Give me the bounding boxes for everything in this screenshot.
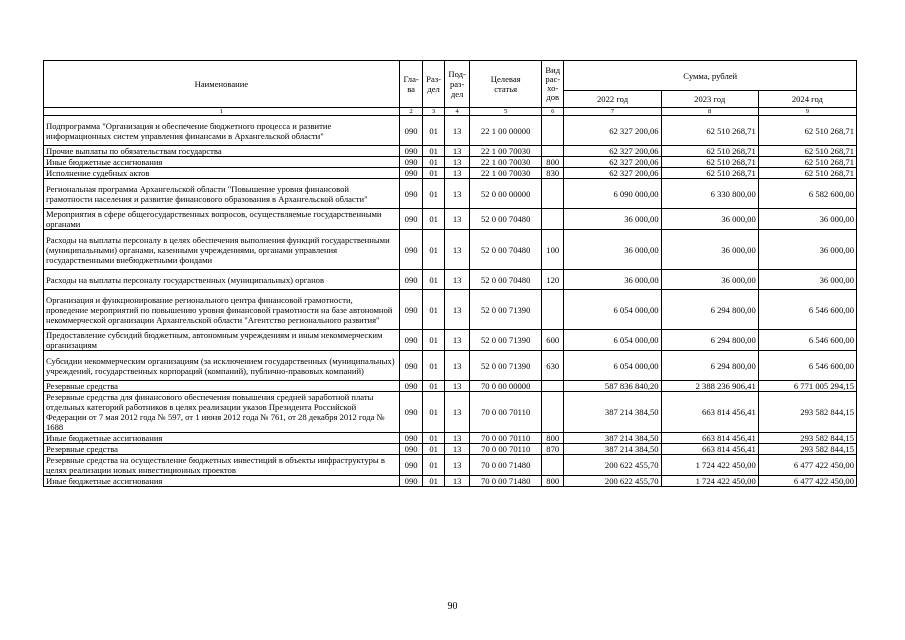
table-row — [44, 179, 857, 209]
row-vid-cell — [541, 179, 563, 209]
row-razdel-cell: 01 — [423, 146, 444, 157]
row-podrazdel-cell: 13 — [444, 381, 470, 392]
row-sum-2024-cell: 293 582 844,15 — [758, 392, 856, 433]
table-row — [44, 146, 857, 157]
row-glava-cell: 090 — [399, 455, 423, 476]
row-sum-2024-cell: 36 000,00 — [758, 209, 856, 230]
row-sum-2022-cell: 62 327 200,06 — [564, 116, 661, 146]
row-name-cell: Субсидии некоммерческим организациям (за исключением государственных (муниципальных) учреждений, государственных корпораций (компаний), публично-правовых компаний) — [44, 351, 400, 381]
row-podrazdel-cell: 13 — [444, 209, 470, 230]
row-podrazdel-cell: 13 — [444, 290, 470, 330]
row-sum-2023-cell: 1 724 422 450,00 — [661, 476, 758, 487]
row-name-cell: Прочие выплаты по обязательствам государства — [44, 146, 400, 157]
row-vid-cell: 800 — [541, 433, 563, 444]
row-name-cell: Предоставление субсидий бюджетным, автономным учреждениям и иным некоммерческим организациям — [44, 330, 400, 351]
row-sum-2022-cell: 387 214 384,50 — [564, 444, 661, 455]
row-sum-2024-cell: 293 582 844,15 — [758, 433, 856, 444]
row-sum-2024-cell: 6 771 005 294,15 — [758, 381, 856, 392]
row-target-cell: 52 0 00 71390 — [470, 351, 542, 381]
table-row — [44, 381, 857, 392]
row-name-cell: Региональная программа Архангельской области "Повышение уровня финансовой грамотности населения и развитие финансового образования в Архангельской области" — [44, 179, 400, 209]
row-sum-2022-cell: 6 054 000,00 — [564, 290, 661, 330]
row-name-cell: Резервные средства — [44, 444, 400, 455]
column-number: 5 — [470, 108, 542, 116]
row-sum-2024-cell: 6 546 600,00 — [758, 330, 856, 351]
table-row — [44, 157, 857, 168]
row-vid-cell: 600 — [541, 330, 563, 351]
row-target-cell: 52 0 00 71390 — [470, 290, 542, 330]
header-year-2024: 2024 год — [758, 91, 856, 108]
row-name-cell: Расходы на выплаты персоналу в целях обеспечения выполнения функций государственными (муниципальными) органами, казенными учреждениями, органами управления государственными внебюджетными фондами — [44, 230, 400, 270]
row-target-cell: 70 0 00 70110 — [470, 444, 542, 455]
row-target-cell: 22 1 00 70030 — [470, 168, 542, 179]
table-row — [44, 433, 857, 444]
table-row — [44, 444, 857, 455]
row-podrazdel-cell: 13 — [444, 455, 470, 476]
row-vid-cell — [541, 209, 563, 230]
table-row — [44, 351, 857, 381]
row-razdel-cell: 01 — [423, 179, 444, 209]
row-podrazdel-cell: 13 — [444, 392, 470, 433]
row-vid-cell — [541, 381, 563, 392]
row-target-cell: 52 0 00 70480 — [470, 209, 542, 230]
row-vid-cell: 830 — [541, 168, 563, 179]
row-sum-2024-cell: 36 000,00 — [758, 230, 856, 270]
row-sum-2024-cell: 62 510 268,71 — [758, 146, 856, 157]
row-sum-2022-cell: 62 327 200,06 — [564, 157, 661, 168]
row-glava-cell: 090 — [399, 290, 423, 330]
row-target-cell: 52 0 00 70480 — [470, 270, 542, 290]
row-glava-cell: 090 — [399, 270, 423, 290]
row-razdel-cell: 01 — [423, 290, 444, 330]
row-target-cell: 52 0 00 70480 — [470, 230, 542, 270]
row-target-cell: 52 0 00 71390 — [470, 330, 542, 351]
row-glava-cell: 090 — [399, 433, 423, 444]
row-podrazdel-cell: 13 — [444, 179, 470, 209]
row-sum-2022-cell: 62 327 200,06 — [564, 168, 661, 179]
header-year-2022: 2022 год — [564, 91, 661, 108]
row-name-cell: Иные бюджетные ассигнования — [44, 476, 400, 487]
column-number: 1 — [44, 108, 400, 116]
row-sum-2023-cell: 663 814 456,41 — [661, 433, 758, 444]
row-razdel-cell: 01 — [423, 168, 444, 179]
row-podrazdel-cell: 13 — [444, 270, 470, 290]
budget-table-page — [43, 60, 857, 487]
row-sum-2023-cell: 663 814 456,41 — [661, 444, 758, 455]
row-target-cell: 70 0 00 71480 — [470, 455, 542, 476]
row-glava-cell: 090 — [399, 230, 423, 270]
header-glava: Гла- ва — [399, 61, 423, 108]
row-sum-2023-cell: 6 294 800,00 — [661, 330, 758, 351]
row-sum-2022-cell: 36 000,00 — [564, 270, 661, 290]
table-row — [44, 168, 857, 179]
row-target-cell: 22 1 00 70030 — [470, 157, 542, 168]
row-sum-2022-cell: 6 054 000,00 — [564, 351, 661, 381]
row-sum-2024-cell: 6 477 422 450,00 — [758, 476, 856, 487]
row-glava-cell: 090 — [399, 476, 423, 487]
row-sum-2024-cell: 6 477 422 450,00 — [758, 455, 856, 476]
column-number: 9 — [758, 108, 856, 116]
row-vid-cell: 120 — [541, 270, 563, 290]
table-row — [44, 290, 857, 330]
row-name-cell: Резервные средства на осуществление бюджетных инвестиций в объекты инфраструктуры в целях реализации новых инвестиционных проектов — [44, 455, 400, 476]
row-podrazdel-cell: 13 — [444, 168, 470, 179]
row-target-cell: 70 0 00 70110 — [470, 433, 542, 444]
row-sum-2023-cell: 6 294 800,00 — [661, 351, 758, 381]
row-name-cell: Резервные средства — [44, 381, 400, 392]
row-sum-2022-cell: 387 214 384,50 — [564, 433, 661, 444]
row-podrazdel-cell: 13 — [444, 146, 470, 157]
row-sum-2023-cell: 36 000,00 — [661, 230, 758, 270]
column-number: 7 — [564, 108, 661, 116]
header-name: Наименование — [44, 61, 400, 108]
row-sum-2023-cell: 663 814 456,41 — [661, 392, 758, 433]
row-name-cell: Мероприятия в сфере общегосударственных вопросов, осуществляемые государственными органами — [44, 209, 400, 230]
row-podrazdel-cell: 13 — [444, 444, 470, 455]
header-target: Целевая статья — [470, 61, 542, 108]
row-target-cell: 22 1 00 70030 — [470, 146, 542, 157]
row-name-cell: Подпрограмма "Организация и обеспечение бюджетного процесса и развитие информационных систем управления финансами в Архангельской области" — [44, 116, 400, 146]
row-vid-cell: 800 — [541, 157, 563, 168]
row-target-cell: 70 0 00 71480 — [470, 476, 542, 487]
column-number: 3 — [423, 108, 444, 116]
row-sum-2024-cell: 62 510 268,71 — [758, 168, 856, 179]
row-sum-2024-cell: 62 510 268,71 — [758, 116, 856, 146]
table-row — [44, 455, 857, 476]
row-razdel-cell: 01 — [423, 209, 444, 230]
header-vid: Вид рас- хо- дов — [541, 61, 563, 108]
row-sum-2023-cell: 62 510 268,71 — [661, 168, 758, 179]
row-glava-cell: 090 — [399, 157, 423, 168]
row-razdel-cell: 01 — [423, 381, 444, 392]
row-sum-2023-cell: 62 510 268,71 — [661, 116, 758, 146]
row-podrazdel-cell: 13 — [444, 230, 470, 270]
table-row — [44, 392, 857, 433]
row-razdel-cell: 01 — [423, 351, 444, 381]
row-vid-cell — [541, 455, 563, 476]
row-name-cell: Резервные средства для финансового обеспечения повышения средней заработной платы отдельных категорий работников в целях реализации указов Президента Российской Федерации от 7 мая 2012 года № 597, от 1 июня 2012 года № 761, от 28 декабря 2012 года № 1688 — [44, 392, 400, 433]
column-numbers-row — [44, 108, 857, 116]
row-vid-cell — [541, 290, 563, 330]
header-year-2023: 2023 год — [661, 91, 758, 108]
row-sum-2022-cell: 36 000,00 — [564, 209, 661, 230]
row-vid-cell: 870 — [541, 444, 563, 455]
row-razdel-cell: 01 — [423, 270, 444, 290]
page-number: 90 — [447, 601, 458, 612]
row-podrazdel-cell: 13 — [444, 330, 470, 351]
row-vid-cell: 100 — [541, 230, 563, 270]
row-podrazdel-cell: 13 — [444, 433, 470, 444]
row-sum-2024-cell: 293 582 844,15 — [758, 444, 856, 455]
row-podrazdel-cell: 13 — [444, 351, 470, 381]
row-name-cell: Иные бюджетные ассигнования — [44, 157, 400, 168]
row-podrazdel-cell: 13 — [444, 116, 470, 146]
row-sum-2022-cell: 200 622 455,70 — [564, 476, 661, 487]
row-sum-2022-cell: 62 327 200,06 — [564, 146, 661, 157]
row-target-cell: 70 0 00 70110 — [470, 392, 542, 433]
row-vid-cell — [541, 146, 563, 157]
row-podrazdel-cell: 13 — [444, 157, 470, 168]
row-razdel-cell: 01 — [423, 230, 444, 270]
row-sum-2023-cell: 2 388 236 906,41 — [661, 381, 758, 392]
row-glava-cell: 090 — [399, 146, 423, 157]
row-razdel-cell: 01 — [423, 444, 444, 455]
table-row — [44, 330, 857, 351]
column-number: 2 — [399, 108, 423, 116]
row-glava-cell: 090 — [399, 168, 423, 179]
row-razdel-cell: 01 — [423, 330, 444, 351]
table-row — [44, 116, 857, 146]
header-podrazdel: Под- раз- дел — [444, 61, 470, 108]
row-sum-2023-cell: 62 510 268,71 — [661, 157, 758, 168]
header-sum: Сумма, рублей — [564, 61, 857, 91]
row-glava-cell: 090 — [399, 351, 423, 381]
row-vid-cell — [541, 116, 563, 146]
row-vid-cell — [541, 392, 563, 433]
row-sum-2024-cell: 36 000,00 — [758, 270, 856, 290]
column-number: 4 — [444, 108, 470, 116]
budget-table — [43, 60, 857, 487]
row-vid-cell: 800 — [541, 476, 563, 487]
row-sum-2024-cell: 6 546 600,00 — [758, 351, 856, 381]
row-sum-2024-cell: 6 582 600,00 — [758, 179, 856, 209]
row-sum-2022-cell: 6 090 000,00 — [564, 179, 661, 209]
row-sum-2023-cell: 6 330 800,00 — [661, 179, 758, 209]
column-number: 6 — [541, 108, 563, 116]
row-podrazdel-cell: 13 — [444, 476, 470, 487]
table-row — [44, 230, 857, 270]
row-glava-cell: 090 — [399, 330, 423, 351]
row-sum-2023-cell: 62 510 268,71 — [661, 146, 758, 157]
row-target-cell: 22 1 00 00000 — [470, 116, 542, 146]
row-name-cell: Расходы на выплаты персоналу государственных (муниципальных) органов — [44, 270, 400, 290]
row-sum-2022-cell: 6 054 000,00 — [564, 330, 661, 351]
row-glava-cell: 090 — [399, 116, 423, 146]
row-sum-2024-cell: 62 510 268,71 — [758, 157, 856, 168]
row-target-cell: 70 0 00 00000 — [470, 381, 542, 392]
table-row — [44, 270, 857, 290]
row-razdel-cell: 01 — [423, 455, 444, 476]
column-number: 8 — [661, 108, 758, 116]
row-sum-2022-cell: 36 000,00 — [564, 230, 661, 270]
row-sum-2023-cell: 36 000,00 — [661, 270, 758, 290]
row-sum-2022-cell: 587 836 840,20 — [564, 381, 661, 392]
row-name-cell: Иные бюджетные ассигнования — [44, 433, 400, 444]
row-razdel-cell: 01 — [423, 116, 444, 146]
header-razdel: Раз- дел — [423, 61, 444, 108]
row-glava-cell: 090 — [399, 392, 423, 433]
row-glava-cell: 090 — [399, 381, 423, 392]
row-razdel-cell: 01 — [423, 433, 444, 444]
row-sum-2023-cell: 36 000,00 — [661, 209, 758, 230]
row-glava-cell: 090 — [399, 444, 423, 455]
row-sum-2023-cell: 1 724 422 450,00 — [661, 455, 758, 476]
row-target-cell: 52 0 00 00000 — [470, 179, 542, 209]
row-glava-cell: 090 — [399, 209, 423, 230]
row-sum-2024-cell: 6 546 600,00 — [758, 290, 856, 330]
row-sum-2022-cell: 387 214 384,50 — [564, 392, 661, 433]
row-razdel-cell: 01 — [423, 157, 444, 168]
row-name-cell: Исполнение судебных актов — [44, 168, 400, 179]
row-sum-2022-cell: 200 622 455,70 — [564, 455, 661, 476]
row-vid-cell: 630 — [541, 351, 563, 381]
row-glava-cell: 090 — [399, 179, 423, 209]
row-razdel-cell: 01 — [423, 476, 444, 487]
table-row — [44, 209, 857, 230]
table-row — [44, 476, 857, 487]
row-name-cell: Организация и функционирование регионального центра финансовой грамотности, проведение мероприятий по повышению уровня финансовой грамотности на базе автономной некоммерческой организации Архангельской области "Агентство регионального развития" — [44, 290, 400, 330]
row-razdel-cell: 01 — [423, 392, 444, 433]
row-sum-2023-cell: 6 294 800,00 — [661, 290, 758, 330]
